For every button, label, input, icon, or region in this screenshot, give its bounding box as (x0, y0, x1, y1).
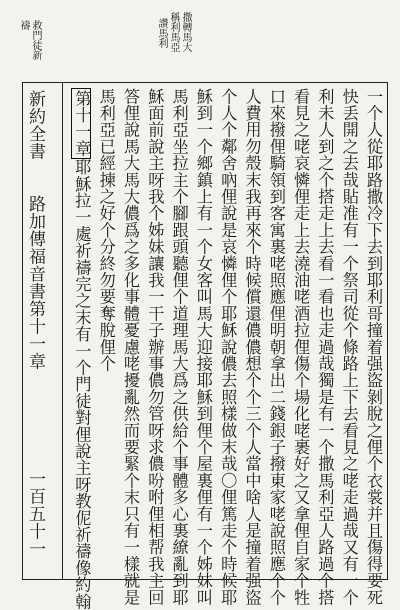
chapter-heading: 第十一章 (25, 300, 45, 370)
text-column: 快丢開之去哉貼准有一个祭司從个條路上下去看見之咾走過哉又有一个 (339, 88, 359, 606)
text-column (70, 88, 92, 610)
top-note-right-a: 撒轉馬大 (180, 12, 191, 52)
text-column: 个人个鄰舍吶俚說是哀憐俚个耶穌說儂去照樣做末哉〇俚篤走个時候耶 (218, 88, 238, 606)
top-note-left-2: 禱 (18, 20, 29, 30)
text-column: 看見之咾哀憐俚走上去澆油咾酒拉俚傷个場化咾裹好之又拿俚自家个牲 (291, 88, 311, 606)
text-column: 口來撥俚騎領到客寓裏咾照應俚明朝拿出二錢銀子撥東家咾說照應个个 (266, 88, 286, 606)
header-rule (62, 82, 63, 580)
text-column: 穌面前說主呀我个姊妹讓我一干子辦事儂勿管呀求儂吩咐俚相帮我主回 (145, 88, 165, 606)
text-column: 答俚說馬大馬大儂爲之多化事體憂慮咾擾亂然而要緊个末只有一樣就是 (121, 88, 140, 606)
text-column: 馬利亞已經揀之好个分終勿要奪脫俚个 (96, 88, 116, 372)
top-note-right-b: 稱利馬亞 (168, 12, 179, 52)
chapter-label: 第十一章 (72, 90, 92, 157)
page-number: 一百五十一 (25, 470, 45, 558)
text-column: 人費用勿殼末我再來个時候償還儂儂想个个三个人當中啥人是撞着强盜 (242, 88, 262, 606)
text-column: 馬利亞坐拉主个腳跟頭聽俚个道理馬大爲之供給个事體多心裏繚亂到耶 (169, 88, 189, 606)
top-note-right-c: 讚馬利 (156, 18, 167, 48)
text-column: 一个人從耶路撒冷下去到耶利哥撞着强盜剝脫之俚个衣裳并且傷得要死 (364, 88, 383, 606)
gospel-title: 路加傳福音書 (25, 195, 45, 300)
text-column: 利未人到之个搭走上去看一看也走過哉獨是有一个撒馬利亞人路過个搭 (315, 88, 335, 606)
text-column: 穌到一个鄉鎮上有一个女客叫馬大迎接耶穌到俚个屋裏俚有一个姊妹叫 (193, 88, 213, 606)
top-note-left-1: 救門徒新 (30, 20, 41, 60)
chapter-text: 耶穌拉一處祈禱完之末有一个門徒對俚說主呀教伲祈禱像約翰 (72, 158, 92, 610)
book-title: 新約全書 (25, 90, 45, 160)
